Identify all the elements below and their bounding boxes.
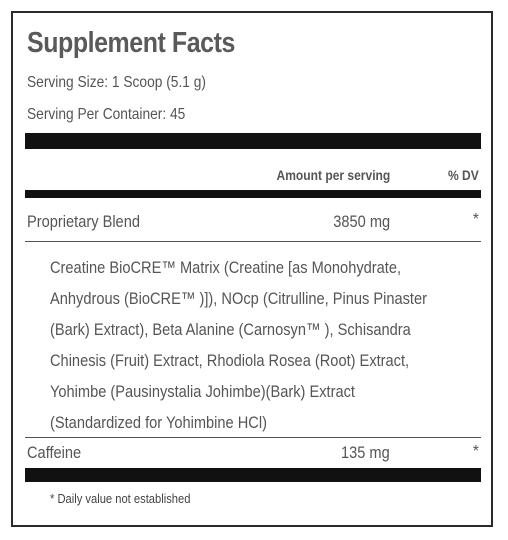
footnote: * Daily value not established xyxy=(50,491,191,506)
blend-ingredients xyxy=(50,252,463,438)
row-amount: 135 mg xyxy=(341,443,390,462)
thin-divider xyxy=(25,241,481,242)
thick-divider-bottom xyxy=(25,468,481,482)
ingredient-line: (Bark) Extract), Beta Alanine (Carnosyn™ ), Schisandra xyxy=(50,320,411,339)
ingredient-line: Anhydrous (BioCRE™ )]), NOcp (Citrulline, Pinus Pinaster xyxy=(50,289,428,308)
ingredient-line: Creatine BioCRE™ Matrix (Creatine [as Monohydrate, xyxy=(50,258,402,277)
row-name: Caffeine xyxy=(27,443,82,462)
row-name: Proprietary Blend xyxy=(27,212,140,231)
supplement-facts-panel xyxy=(11,11,493,527)
medium-divider xyxy=(25,190,481,198)
ingredient-line: Chinesis (Fruit) Extract, Rhodiola Rosea (Root) Extract, xyxy=(50,351,410,370)
ingredient-line: Yohimbe (Pausinystalia Johimbe)(Bark) Extract xyxy=(50,382,355,401)
panel-title: Supplement Facts xyxy=(27,27,235,59)
daily-value-header: % DV xyxy=(448,167,479,183)
amount-per-serving-header: Amount per serving xyxy=(276,167,390,183)
servings-per-container: Serving Per Container: 45 xyxy=(27,106,186,123)
thick-divider-top xyxy=(25,133,481,149)
row-amount: 3850 mg xyxy=(333,212,390,231)
serving-size: Serving Size: 1 Scoop (5.1 g) xyxy=(27,74,206,91)
row-dv: * xyxy=(472,443,479,460)
ingredient-line: (Standardized for Yohimbine HCl) xyxy=(50,413,267,432)
thin-divider xyxy=(25,437,481,438)
row-dv: * xyxy=(472,211,479,228)
